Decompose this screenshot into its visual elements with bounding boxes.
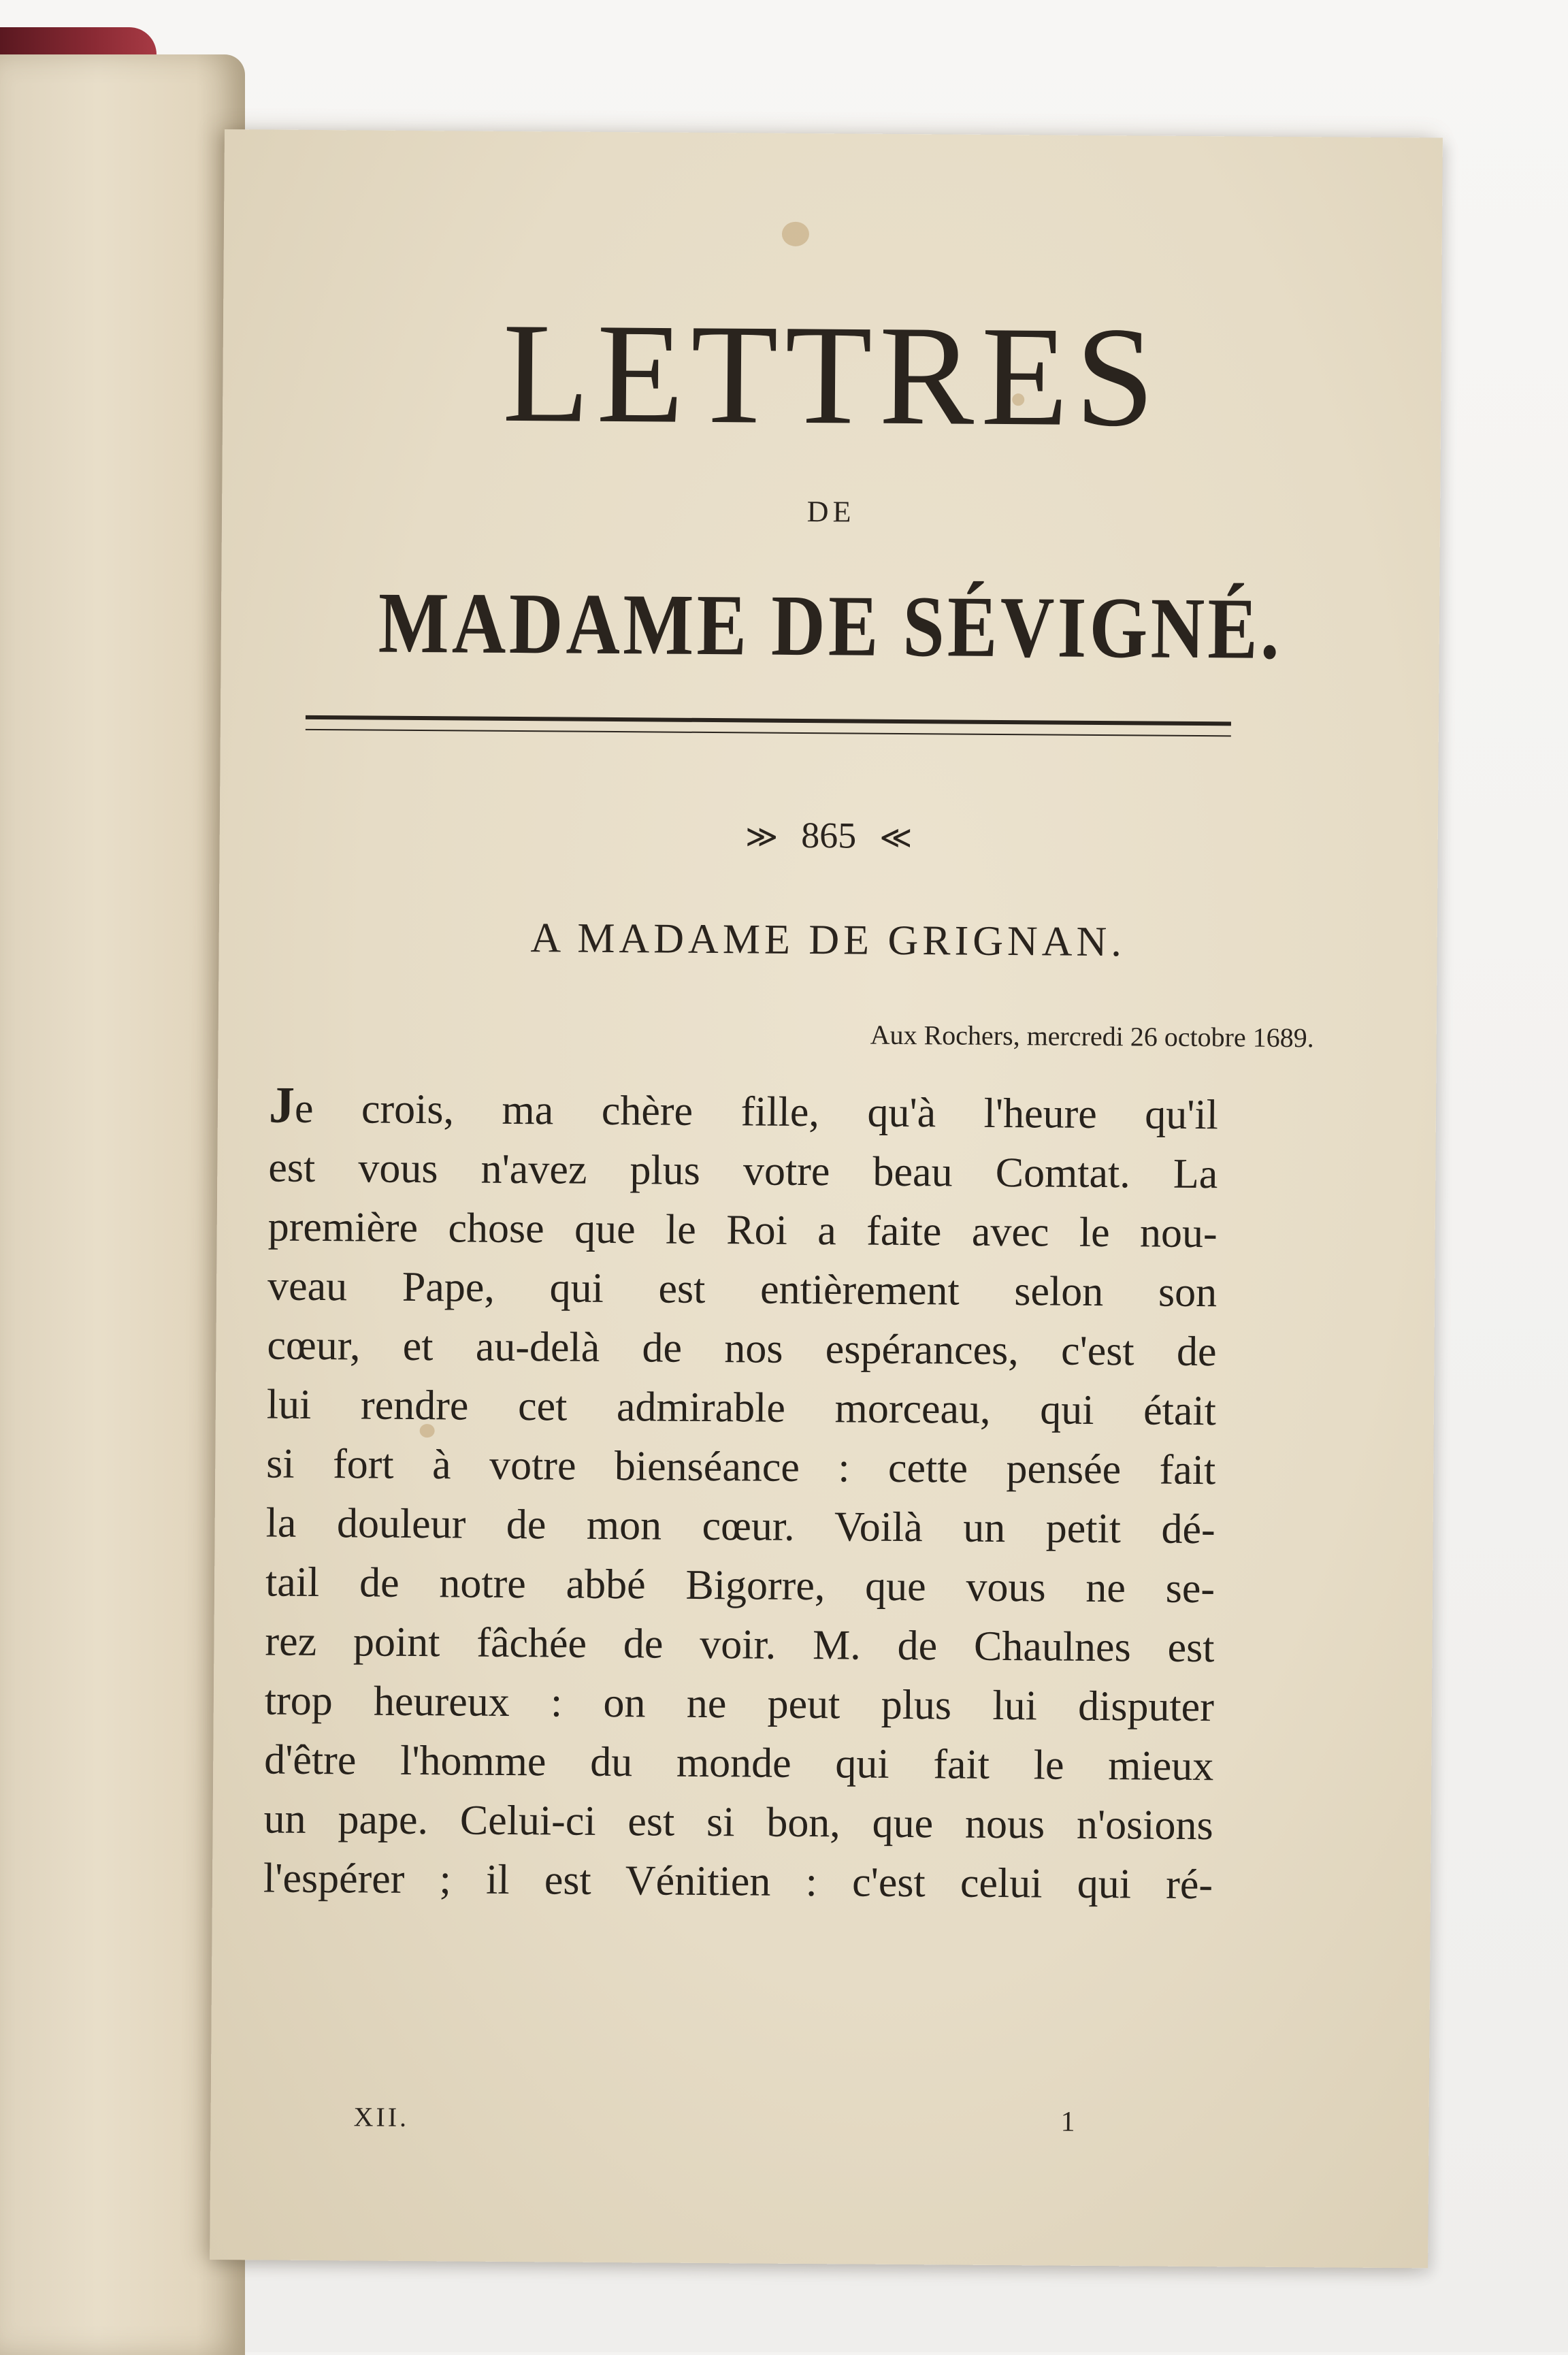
letter-number bbox=[220, 810, 1438, 860]
body-line: un pape. Celui-ci est si bon, que nous n'osions bbox=[263, 1796, 1213, 1849]
body-line: veau Pape, qui est entièrement selon son bbox=[267, 1263, 1218, 1316]
body-line: trop heureux : on ne peut plus lui disputer bbox=[264, 1677, 1215, 1731]
ornament-left-icon: ≫ bbox=[745, 819, 779, 854]
letter-number-value: 865 bbox=[801, 814, 857, 856]
page-number: 1 bbox=[1060, 2106, 1075, 2138]
body-line: rez point fâchée de voir. M. de Chaulnes est bbox=[265, 1618, 1215, 1672]
body-line: si fort à votre bienséance : cette pensée fait bbox=[266, 1440, 1216, 1494]
left-page bbox=[0, 54, 245, 2355]
book-author: MADAME DE SÉVIGNÉ. bbox=[378, 574, 1283, 677]
body-line: d'être l'homme du monde qui fait le mieux bbox=[264, 1736, 1214, 1790]
signature-mark: XII. bbox=[353, 2101, 410, 2132]
body-line: Je crois, ma chère fille, qu'à l'heure qu'il bbox=[268, 1076, 1219, 1139]
body-line: lui rendre cet admirable morceau, qui était bbox=[266, 1381, 1217, 1435]
letter-body bbox=[263, 1075, 1219, 1915]
body-line: la douleur de mon cœur. Voilà un petit dé- bbox=[265, 1499, 1215, 1553]
title-rule-thin bbox=[306, 729, 1231, 736]
ornament-right-icon: ≪ bbox=[879, 819, 913, 856]
right-page bbox=[210, 129, 1443, 2268]
book-title: LETTRES bbox=[502, 293, 1162, 457]
body-line: tail de notre abbé Bigorre, que vous ne se- bbox=[265, 1559, 1215, 1612]
body-line: l'espérer ; il est Vénitien : c'est celui qui ré- bbox=[263, 1855, 1213, 1909]
drop-cap: J bbox=[268, 1076, 295, 1134]
body-line: est vous n'avez plus votre beau Comtat. La bbox=[268, 1144, 1218, 1198]
letter-dateline: Aux Rochers, mercredi 26 octobre 1689. bbox=[870, 1019, 1314, 1054]
body-line: première chose que le Roi a faite avec le nou- bbox=[267, 1203, 1218, 1257]
printed-page bbox=[210, 129, 1443, 2268]
letter-addressee: A MADAME DE GRIGNAN. bbox=[530, 915, 1126, 966]
title-connector: DE bbox=[806, 494, 855, 529]
title-rule-thick bbox=[306, 715, 1231, 726]
body-line: cœur, et au-delà de nos espérances, c'est de bbox=[267, 1322, 1217, 1376]
